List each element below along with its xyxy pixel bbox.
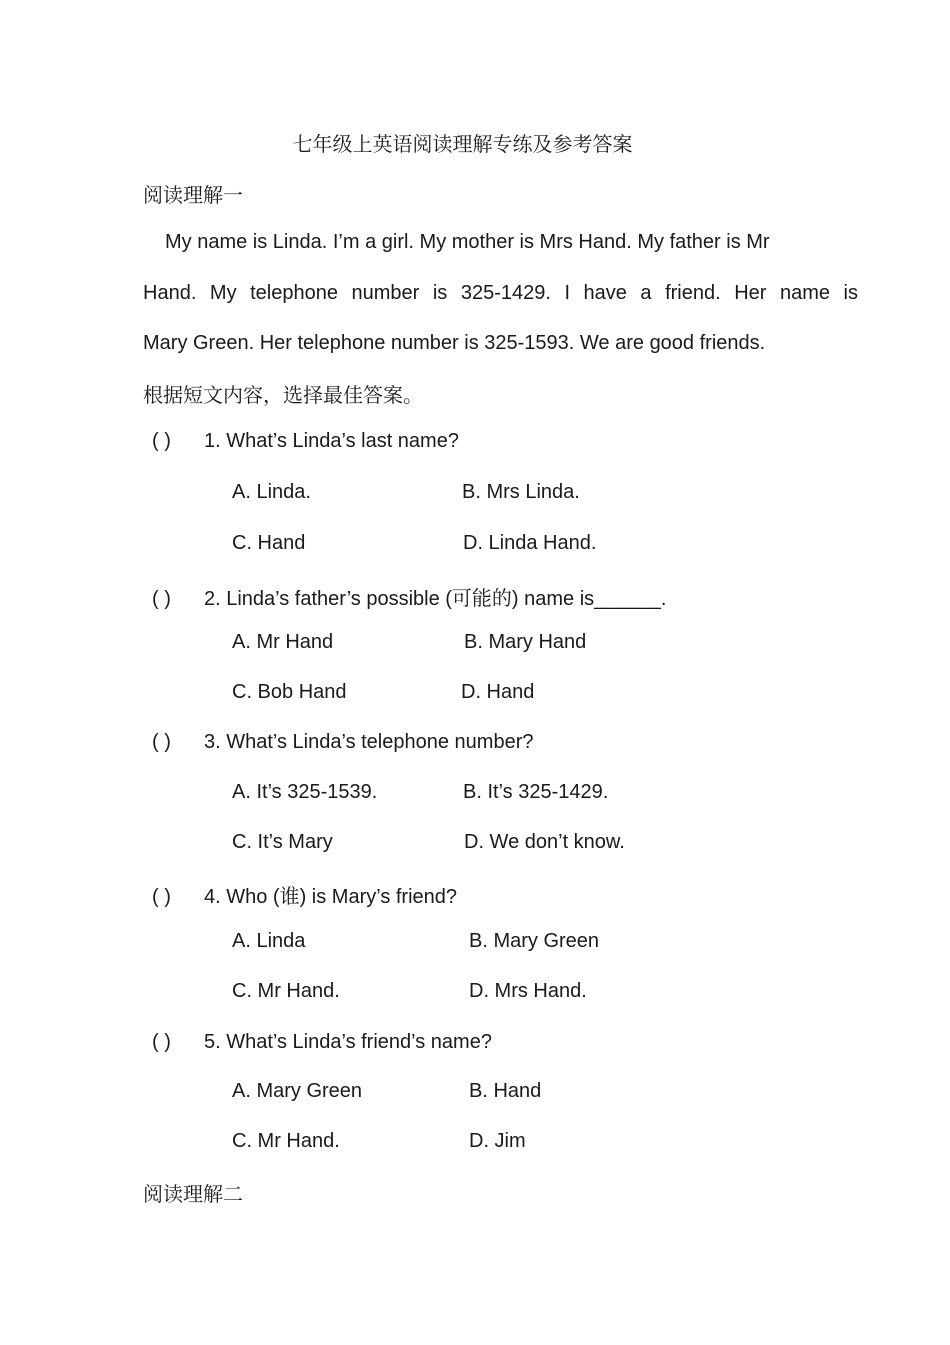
option-a: A. Linda	[232, 930, 306, 952]
option-a: A. Linda.	[232, 481, 311, 503]
option-c: C. Hand	[232, 532, 306, 554]
option-a: A. Mr Hand	[232, 631, 334, 653]
question-stem: 4. Who (谁) is Mary’s friend?	[204, 886, 458, 908]
answer-blank[interactable]: ( )	[152, 1031, 171, 1053]
option-c: C. Bob Hand	[232, 681, 347, 703]
passage-line-2: Hand. My telephone number is 325-1429. I have a friend. Her name is	[143, 282, 858, 304]
option-b: B. Mary Hand	[464, 631, 587, 653]
option-d: D. Mrs Hand.	[469, 980, 587, 1002]
section-heading-1: 阅读理解一	[143, 183, 243, 207]
question-stem: 5. What’s Linda’s friend’s name?	[204, 1031, 492, 1053]
answer-blank[interactable]: ( )	[152, 430, 171, 452]
passage-line-1: My name is Linda. I’m a girl. My mother is Mrs Hand. My father is Mr	[165, 231, 770, 253]
option-b: B. It’s 325-1429.	[463, 781, 609, 803]
option-b: B. Mrs Linda.	[462, 481, 580, 503]
answer-blank[interactable]: ( )	[152, 731, 171, 753]
option-d: D. We don’t know.	[464, 831, 625, 853]
question-stem: 2. Linda’s father’s possible (可能的) name is______.	[204, 588, 667, 610]
option-c: C. It’s Mary	[232, 831, 333, 853]
answer-blank[interactable]: ( )	[152, 588, 171, 610]
question-1	[152, 430, 459, 453]
question-5	[152, 1031, 492, 1054]
option-a: A. It’s 325-1539.	[232, 781, 378, 803]
question-4	[152, 880, 457, 909]
question-stem: 1. What’s Linda’s last name?	[204, 430, 459, 452]
answer-blank[interactable]: ( )	[152, 886, 171, 908]
option-d: D. Linda Hand.	[463, 532, 597, 554]
option-d: D. Jim	[469, 1130, 526, 1152]
instruction-text: 根据短文内容，选择最佳答案。	[143, 383, 423, 407]
option-b: B. Hand	[469, 1080, 542, 1102]
question-stem: 3. What’s Linda’s telephone number?	[204, 731, 534, 753]
option-c: C. Mr Hand.	[232, 1130, 340, 1152]
option-d: D. Hand	[461, 681, 535, 703]
passage-line-3: Mary Green. Her telephone number is 325-1593. We are good friends.	[143, 332, 766, 354]
question-3	[152, 731, 533, 754]
question-2	[152, 582, 666, 611]
option-b: B. Mary Green	[469, 930, 600, 952]
option-a: A. Mary Green	[232, 1080, 363, 1102]
document-title: 七年级上英语阅读理解专练及参考答案	[292, 132, 633, 156]
section-heading-2: 阅读理解二	[143, 1182, 243, 1206]
option-c: C. Mr Hand.	[232, 980, 340, 1002]
